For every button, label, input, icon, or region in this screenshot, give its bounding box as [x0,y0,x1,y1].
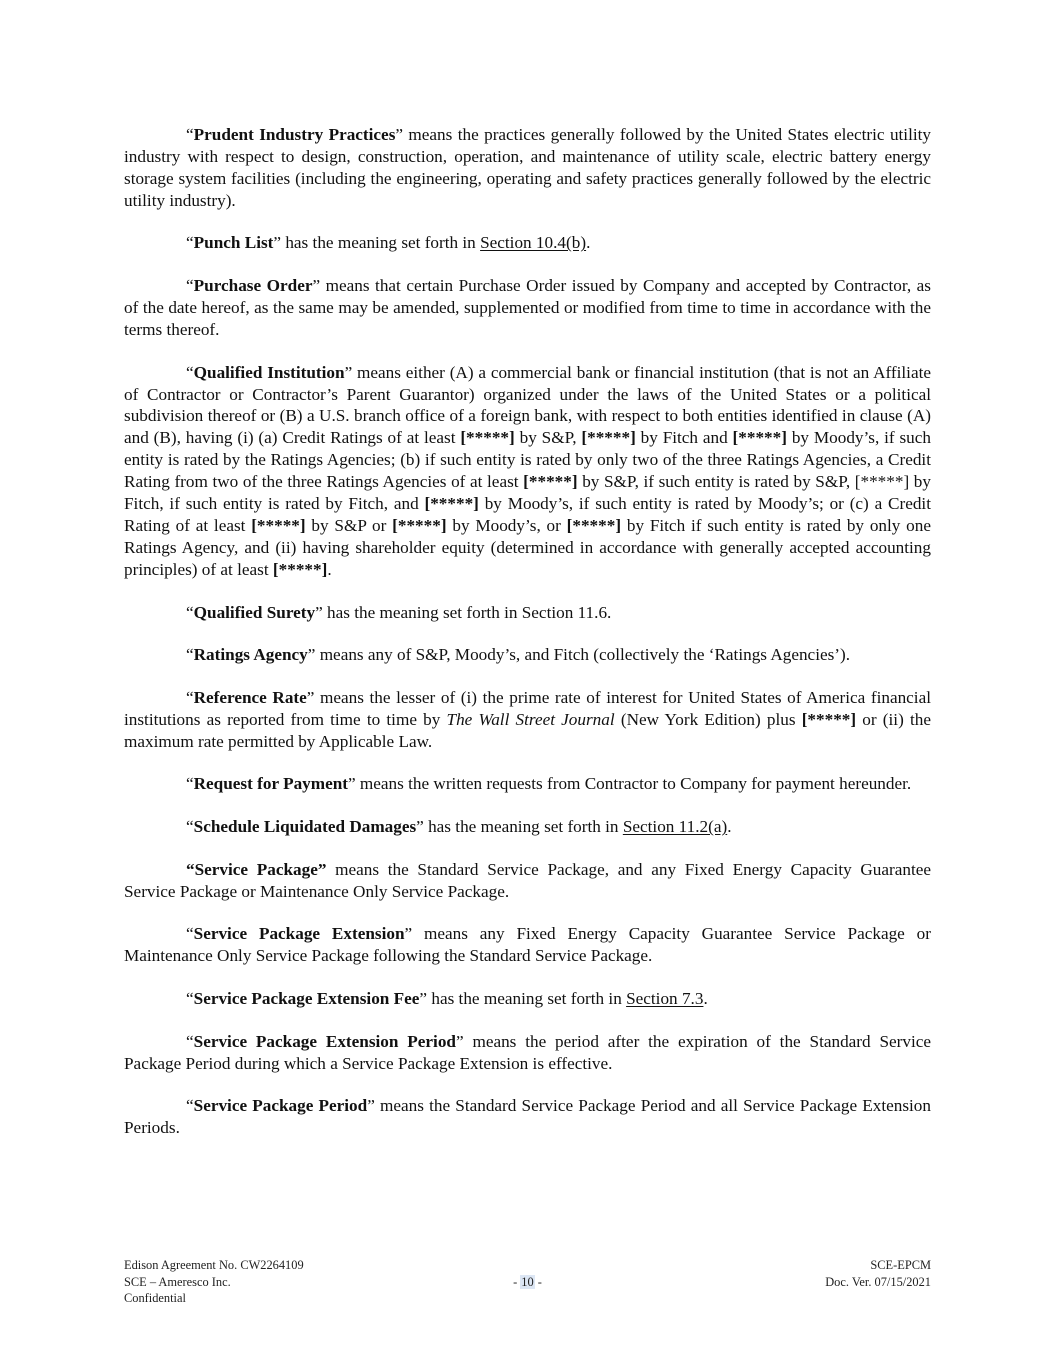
definition-text: . [327,559,332,579]
definition-text: by Fitch and [635,428,733,448]
definition-text: ” has the meaning set forth in [416,817,623,837]
publication-title: The Wall Street Journal [446,709,615,729]
definition-text: “ [186,602,194,622]
section-reference-link[interactable]: Section 7.3 [626,989,704,1009]
definition-text: by S&P or [305,515,393,535]
definition-text: ” means the period after the expiration of the Standard Service Package Period during which a Service Package Extension is effective. [124,1031,931,1073]
page-number-prefix: - [513,1274,521,1289]
footer-confidential: Confidential [124,1291,186,1305]
redacted-value: [*****] [460,428,515,448]
redacted-value: [*****] [392,515,447,535]
definition-paragraph [124,816,931,838]
definition-text: means the Standard Service Package, and any Fixed Energy Capacity Guarantee Service Package or Maintenance Only Service Package. [124,859,932,901]
definition-text: “ [186,924,194,944]
definition-text: “ [186,125,194,144]
definition-paragraph [124,687,931,753]
defined-term: Service Package Extension Period [193,1031,456,1051]
defined-term: Ratings Agency [193,645,308,665]
defined-term: Punch List [193,233,274,253]
defined-term: Reference Rate [193,687,307,707]
definition-text: “ [186,362,194,382]
definition-text: “ [186,774,194,794]
definition-text: ” has the meaning set forth in [419,989,627,1009]
footer-parties: SCE – Ameresco Inc. [124,1274,231,1289]
definition-paragraph [124,859,931,903]
definition-text: by S&P, [514,428,582,448]
definition-text: ” has the meaning set forth in [273,233,481,253]
page-number: 10 [521,1274,534,1289]
redacted-value: [*****] [732,428,787,448]
section-reference-link[interactable]: Section 10.4(b) [480,233,587,253]
redacted-value: [*****] [424,494,479,514]
definition-text: ” means any of S&P, Moody’s, and Fitch (collectively the ‘Ratings Agencies’). [307,645,851,665]
definition-paragraph [124,923,931,967]
section-reference-link[interactable]: Section 11.2(a) [622,817,728,837]
definition-paragraph [124,1031,931,1075]
definition-text: by S&P, if such entity is rated by S&P, [*****] by Fitch, if such entity is rated by Fitch, and [124,472,931,514]
definition-text: ” means the Standard Service Package Period and all Service Package Extension Periods. [124,1096,931,1138]
redacted-value: [*****] [272,559,328,579]
definition-paragraph [124,362,931,581]
definition-paragraph [124,773,931,795]
definition-text: ” means any Fixed Energy Capacity Guarantee Service Package or Maintenance Only Service Package following the Standard Service Package. [124,924,931,966]
defined-term: Service Package Period [193,1096,368,1116]
definition-text: ” means the written requests from Contractor to Company for payment hereunder. [347,774,912,794]
definition-text: “ [186,989,194,1009]
redacted-value: [*****] [801,709,857,729]
definition-text: . [586,233,591,253]
definition-text: . [727,817,732,837]
defined-term: Request for Payment [193,774,348,794]
definition-paragraph [124,644,931,666]
redacted-value: [*****] [251,515,306,535]
defined-term: Service Package Extension Fee [193,989,420,1009]
definition-text: by Moody’s, or [446,515,567,535]
page-number-suffix: - [534,1274,542,1289]
definition-text: (New York Edition) plus [614,709,802,729]
footer-agreement-number: Edison Agreement No. CW2264109 [124,1258,304,1272]
defined-term: Purchase Order [193,276,313,296]
defined-term: Qualified Surety [193,602,316,622]
definition-text: by Fitch if such entity is rated by only one Ratings Agency, and (ii) having shareholder equity (determined in accordance with generally accepted accounting principles) of at least [124,515,931,579]
defined-term: Service Package Extension [193,924,405,944]
definition-text: or (ii) the maximum rate permitted by Applicable Law. [124,709,931,751]
definition-text: ” means the practices generally followed by the United States electric utility industry with respect to design, construction, operation, and maintenance of utility scale, electric battery energy storage system facilities (including the engineering, operating and safety practices generally followed by the electric utility industry). [124,125,932,210]
definition-text: . [703,989,708,1009]
definition-text: ” means the lesser of (i) the prime rate of interest for United States of America financial institutions as reported from time to time by [124,687,931,729]
footer-right-block [825,1257,931,1290]
definition-text: “ [186,233,194,253]
redacted-value: [*****] [523,472,578,492]
footer-doc-code: SCE-EPCM [870,1258,931,1272]
defined-term: “Service Package” [186,859,327,879]
definitions-body [124,124,931,1160]
defined-term: Schedule Liquidated Damages [193,817,417,837]
definition-paragraph [124,602,931,624]
definition-text: by Moody’s, if such entity is rated by the Ratings Agencies; (b) if such entity is rated by only two of the three Ratings Agencies, a Credit Rating from two of the three Ratings Agencies of at least [124,428,931,492]
defined-term: Prudent Industry Practices [193,125,396,144]
footer-page-number-block [124,1274,931,1291]
definition-text: “ [186,276,194,296]
footer-doc-version: Doc. Ver. 07/15/2021 [825,1274,931,1289]
definition-text: “ [186,1031,194,1051]
definition-text: by Moody’s, if such entity is rated by Moody’s; or (c) a Credit Rating of at least [124,494,931,535]
definition-text: “ [186,687,194,707]
defined-term: Qualified Institution [193,362,345,382]
definition-text: “ [186,1096,194,1116]
definition-text: ” means either (A) a commercial bank or financial institution (that is not an Affiliate of Contractor or Contractor’s Parent Guarantor) organized under the laws of the United States or a political subdivision thereof or (B) a U.S. branch office of a foreign bank, with respect to both entities identified in clause (A) and (B), having (i) (a) Credit Ratings of at least [124,362,931,448]
definition-paragraph [124,232,931,254]
definition-paragraph [124,275,931,341]
definition-paragraph [124,1095,931,1139]
definition-text: ” means that certain Purchase Order issued by Company and accepted by Contractor, as of the date hereof, as the same may be amended, supplemented or modified from time to time in accordance with the terms thereof. [124,276,931,339]
definition-text: “ [186,817,194,837]
definition-paragraph [124,988,931,1010]
definition-paragraph [124,124,931,212]
redacted-value: [*****] [566,515,622,535]
definition-text: ” has the meaning set forth in Section 11.6. [315,602,612,622]
definition-text: “ [186,645,194,665]
redacted-value: [*****] [581,428,636,448]
